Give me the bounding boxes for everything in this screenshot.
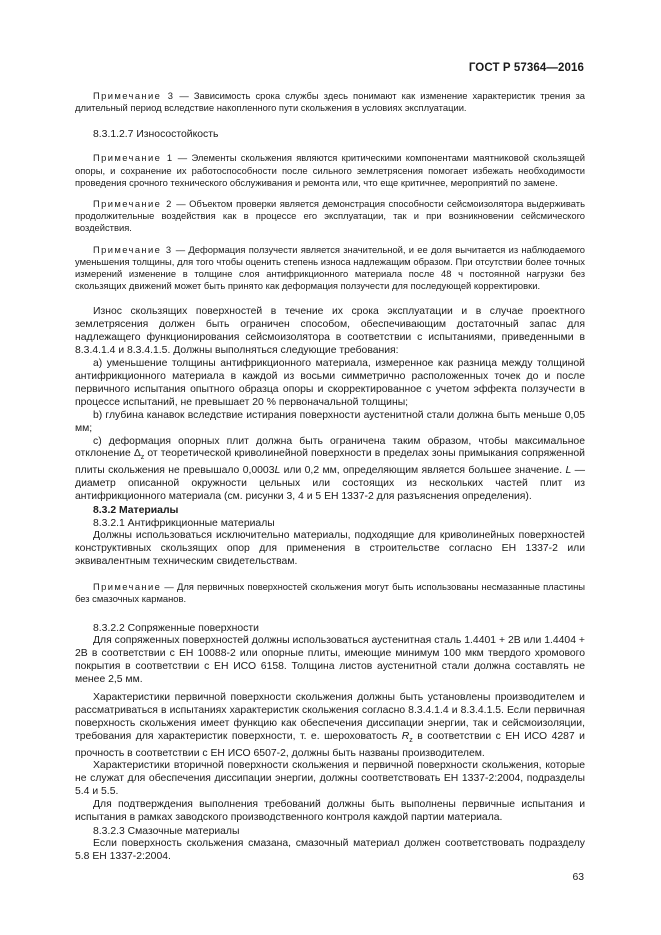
page-content (75, 90, 585, 864)
requirement-a: а) уменьшение толщины антифрикционного материала, измеренное как разница между толщиной антифрикционного материала в каждой из восьми симметрично расположенных точек до и после первичного испытания опытного образца опоры и скорректированное с учетом эффекта ползучести в процессе испытаний, не превышает 20 % первоначальной толщины; (75, 358, 585, 408)
note-2-verification (75, 198, 585, 235)
section-8-3-2-1: 8.3.2.1 Антифрикционные материалы (93, 518, 275, 530)
note-label: Примечание 1 (93, 152, 174, 164)
delta-symbol: $\Delta_z$ (133, 448, 145, 462)
section-8-3-2-3: 8.3.2.3 Смазочные материалы (93, 826, 240, 837)
antifriction-paragraph: Должны использоваться исключительно материалы, подходящие для криволинейных поверхностей конструктивных скользящих опор для применения в строительстве согласно ЕН 1337-2 или эквивалентным техническим свидетельствам. (75, 530, 585, 567)
note-3-creep (75, 244, 585, 293)
requirement-b: b) глубина канавок вследствие истирания поверхности аустенитной стали должна быть меньше 0,05 мм; (75, 409, 585, 434)
rz-symbol: $R_z$ (401, 730, 413, 744)
section-8-3-2: 8.3.2 Материалы (93, 505, 179, 517)
req-c-part: — диаметр описанной окружности цельных или состоящих из нескольких частей плит из антифрикционного материала (см. рисунки 3, 4 и 5 ЕН 1337-2 для разъяснения определения). (75, 465, 585, 503)
note-1-elements (75, 152, 585, 189)
section-8-3-2-2: 8.3.2.2 Сопряженные поверхности (93, 623, 259, 635)
symbol-L: L (274, 465, 281, 477)
section-8-3-1-2-7: 8.3.1.2.7 Износостойкость (93, 129, 219, 141)
note-label: Примечание 3 (93, 90, 175, 101)
note-text: — Элементы скольжения являются критическими компонентами маятниковой скользящей опоры, и сохранение их работоспособности после сильного землетрясения помогает избежать необходимости проведения срочного технического обслуживания и ремонта или, что еще критичнее, мероприятий по замене. (75, 152, 585, 188)
requirement-c (75, 436, 585, 505)
note-label: Примечание (93, 580, 162, 592)
req-c-part: от теоретической криволинейной поверхности в пределах зоны примыкания сопряженной плиты скольжения не превышало 0,0003 (75, 448, 585, 477)
note-text: — Для первичных поверхностей скольжения могут быть использованы несмазанные пластины без смазочных карманов. (75, 580, 585, 605)
mating-paragraph-2: Характеристики первичной поверхности скольжения должны быть установлены производителем и рассматриваться в испытаниях характеристик скольжения согласно 8.3.4.1.4 и 8.3.4.1.5. Если первичная поверхность скольжения имеет функцию как обеспечения диссипации энергии, так и сейсмоизоляции, требования для характеристик поверхности, т. е. шероховатость $R_z$ в соответствии с ЕН ИСО 4287 и прочность в соответствии с ЕН ИСО 6507-2, должны быть названы производителем. (75, 691, 585, 759)
note-text: — Зависимость срока службы здесь понимают как изменение характеристик трения за длительный период вследствие накопленного пути скольжения в условиях эксплуатации. (75, 90, 585, 114)
note-label: Примечание 2 (93, 198, 173, 210)
note-text: — Деформация ползучести является значительной, и ее доля вычитается из наблюдаемого уменьшения толщины, для того чтобы оценить степень износа надлежащим образом. При отсутствии более точных измерений изменение в толщине слоя антифрикционного материала после 48 ч постоянной нагрузки без скользящих движений может быть принято как деформация ползучести для последующей корректировки. (75, 243, 585, 292)
req-c-part: или 0,2 мм, определяющим является большее значение. (280, 465, 566, 477)
note-3-service-life (75, 90, 585, 114)
note-label: Примечание 3 (93, 243, 173, 255)
req-c-part: с) деформация опорных плит должна быть ограничена таким образом, чтобы максимальное отклонение (75, 435, 585, 460)
lubricant-paragraph: Если поверхность скольжения смазана, смазочный материал должен соответствовать подразделу 5.8 ЕН 1337-2:2004. (75, 838, 585, 862)
page-number: 63 (572, 872, 584, 883)
mating-paragraph-4: Для подтверждения выполнения требований должны быть выполнены первичные испытания и испытания в рамках заводского производственного контроля каждой партии материала. (75, 799, 585, 824)
mating-paragraph-1: Для сопряженных поверхностей должны использоваться аустенитная сталь 1.4401 + 2В или 1.4404 + 2В в соответствии с ЕН 10088-2 или опорные плиты, имеющие минимум 100 мкм твердого хромового покрытия в соответствии с ЕН ИСО 6158. Толщина листов аустенитной стали должна составлять не менее 2,5 мм. (75, 635, 585, 685)
symbol-L: L (565, 465, 572, 477)
note-text: — Объектом проверки является демонстрация способности сейсмоизолятора выдерживать продолжительные воздействия как в процессе его эксплуатации, так и при возникновении сейсмического воздействия. (75, 198, 585, 234)
wear-intro-paragraph: Износ скользящих поверхностей в течение их срока эксплуатации и в случае проектного землетрясения должен быть ограничен способом, обеспечивающим достаточный запас для надлежащего функционирования сейсмоизолятора в соответствии с испытаниями, приведенными в 8.3.4.1.4 и 8.3.4.1.5. Должны выполняться следующие требования: (75, 306, 585, 357)
document-code: ГОСТ Р 57364—2016 (468, 62, 584, 74)
mating-paragraph-3: Характеристики вторичной поверхности скольжения и первичной поверхности скольжения, которые не служат для обеспечения диссипации энергии, должны соответствовать ЕН 1337-2:2004, подразделы 5.4 и 5.5. (75, 760, 585, 798)
note-unlubricated (75, 581, 585, 605)
